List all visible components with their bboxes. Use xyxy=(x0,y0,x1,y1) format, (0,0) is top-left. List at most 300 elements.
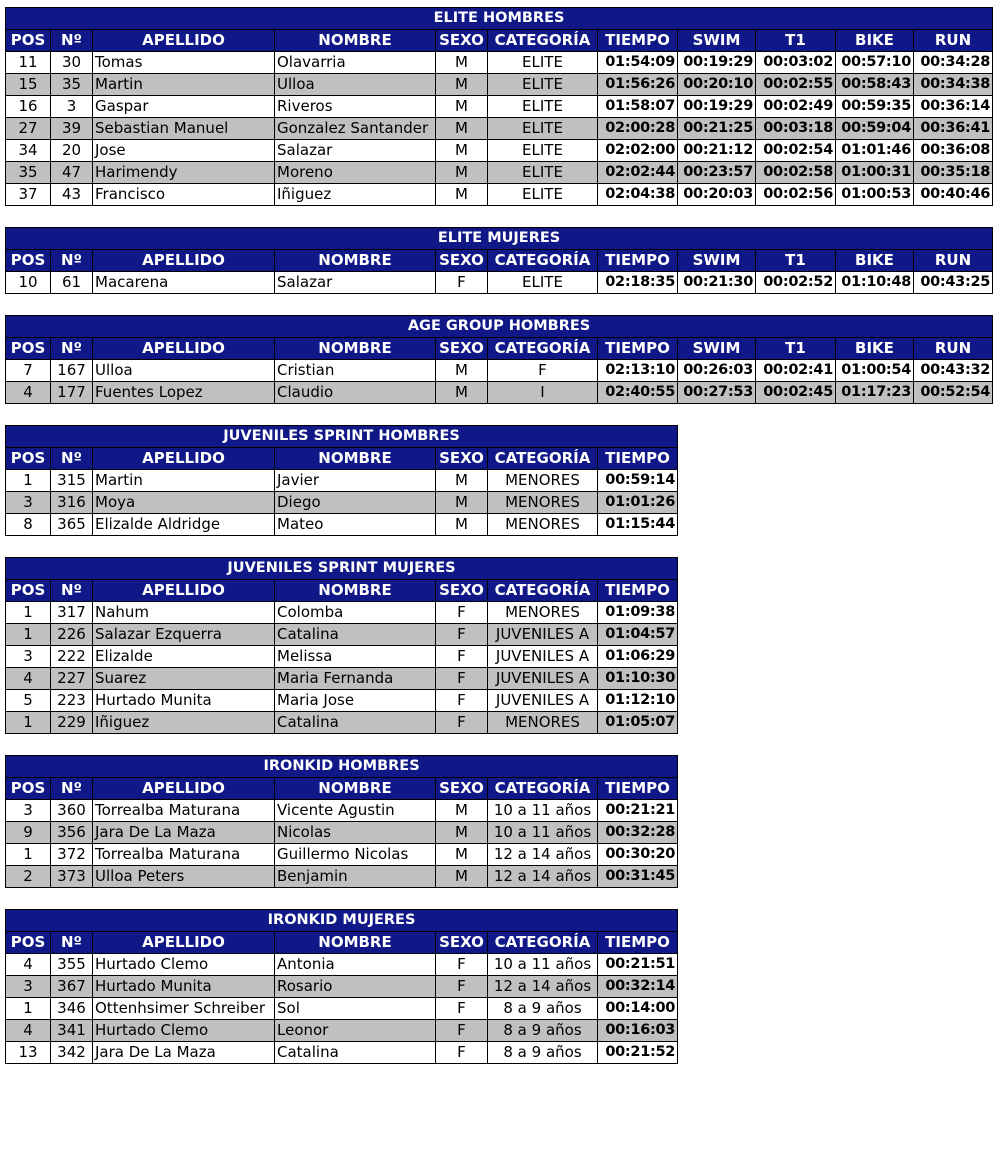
results-document xyxy=(5,7,993,1085)
column-header-sexo: SEXO xyxy=(436,30,488,52)
cell-sexo: M xyxy=(436,184,488,206)
cell-pos: 3 xyxy=(6,800,51,822)
cell-tiempo: 01:10:30 xyxy=(598,668,678,690)
cell-nombre: Rosario xyxy=(275,976,436,998)
cell-number: 373 xyxy=(51,866,93,888)
cell-number: 355 xyxy=(51,954,93,976)
cell-tiempo: 00:14:00 xyxy=(598,998,678,1020)
cell-tiempo: 01:06:29 xyxy=(598,646,678,668)
table-header-row xyxy=(6,932,678,954)
cell-tiempo: 02:40:55 xyxy=(598,382,678,404)
cell-apellido: Suarez xyxy=(93,668,275,690)
table-title-row xyxy=(6,8,993,30)
cell-number: 316 xyxy=(51,492,93,514)
cell-number: 30 xyxy=(51,52,93,74)
column-header-apellido: APELLIDO xyxy=(93,448,275,470)
cell-number: 47 xyxy=(51,162,93,184)
table-title-row xyxy=(6,316,993,338)
column-header-t1: T1 xyxy=(756,250,836,272)
cell-pos: 3 xyxy=(6,492,51,514)
column-header-number: Nº xyxy=(51,250,93,272)
cell-nombre: Catalina xyxy=(275,624,436,646)
cell-apellido: Nahum xyxy=(93,602,275,624)
column-header-swim: SWIM xyxy=(678,30,756,52)
cell-swim: 00:21:25 xyxy=(678,118,756,140)
cell-categoria: JUVENILES A xyxy=(488,690,598,712)
column-header-tiempo: TIEMPO xyxy=(598,932,678,954)
table-title: JUVENILES SPRINT HOMBRES xyxy=(6,426,678,448)
cell-categoria: ELITE xyxy=(488,162,598,184)
table-row xyxy=(6,668,678,690)
cell-nombre: Melissa xyxy=(275,646,436,668)
cell-tiempo: 00:21:51 xyxy=(598,954,678,976)
cell-sexo: F xyxy=(436,998,488,1020)
cell-pos: 34 xyxy=(6,140,51,162)
cell-categoria: JUVENILES A xyxy=(488,646,598,668)
cell-categoria: 12 a 14 años xyxy=(488,976,598,998)
cell-bike: 00:58:43 xyxy=(836,74,914,96)
cell-categoria: ELITE xyxy=(488,74,598,96)
cell-number: 226 xyxy=(51,624,93,646)
table-row xyxy=(6,74,993,96)
cell-sexo: M xyxy=(436,866,488,888)
cell-sexo: F xyxy=(436,602,488,624)
cell-categoria: MENORES xyxy=(488,492,598,514)
column-header-run: RUN xyxy=(914,30,993,52)
cell-nombre: Leonor xyxy=(275,1020,436,1042)
cell-pos: 5 xyxy=(6,690,51,712)
column-header-tiempo: TIEMPO xyxy=(598,448,678,470)
table-row xyxy=(6,118,993,140)
cell-categoria: F xyxy=(488,360,598,382)
cell-sexo: F xyxy=(436,1020,488,1042)
cell-number: 315 xyxy=(51,470,93,492)
table-row xyxy=(6,976,678,998)
cell-run: 00:52:54 xyxy=(914,382,993,404)
column-header-sexo: SEXO xyxy=(436,932,488,954)
table-row xyxy=(6,382,993,404)
table-row xyxy=(6,998,678,1020)
column-header-apellido: APELLIDO xyxy=(93,338,275,360)
cell-pos: 37 xyxy=(6,184,51,206)
cell-bike: 00:59:35 xyxy=(836,96,914,118)
cell-nombre: Guillermo Nicolas xyxy=(275,844,436,866)
table-row xyxy=(6,866,678,888)
cell-categoria: ELITE xyxy=(488,52,598,74)
cell-categoria: 10 a 11 años xyxy=(488,800,598,822)
cell-t1: 00:03:18 xyxy=(756,118,836,140)
column-header-apellido: APELLIDO xyxy=(93,778,275,800)
column-header-swim: SWIM xyxy=(678,250,756,272)
column-header-number: Nº xyxy=(51,580,93,602)
cell-pos: 4 xyxy=(6,1020,51,1042)
column-header-categoria: CATEGORÍA xyxy=(488,448,598,470)
cell-bike: 01:00:54 xyxy=(836,360,914,382)
cell-nombre: Olavarria xyxy=(275,52,436,74)
column-header-bike: BIKE xyxy=(836,30,914,52)
cell-tiempo: 02:00:28 xyxy=(598,118,678,140)
cell-apellido: Francisco xyxy=(93,184,275,206)
cell-apellido: Hurtado Munita xyxy=(93,976,275,998)
column-header-categoria: CATEGORÍA xyxy=(488,250,598,272)
column-header-number: Nº xyxy=(51,448,93,470)
cell-number: 372 xyxy=(51,844,93,866)
cell-categoria: 12 a 14 años xyxy=(488,844,598,866)
cell-number: 229 xyxy=(51,712,93,734)
cell-tiempo: 01:54:09 xyxy=(598,52,678,74)
cell-run: 00:36:41 xyxy=(914,118,993,140)
table-row xyxy=(6,712,678,734)
cell-apellido: Harimendy xyxy=(93,162,275,184)
cell-nombre: Gonzalez Santander xyxy=(275,118,436,140)
cell-number: 346 xyxy=(51,998,93,1020)
cell-sexo: M xyxy=(436,470,488,492)
cell-nombre: Ulloa xyxy=(275,74,436,96)
cell-tiempo: 00:30:20 xyxy=(598,844,678,866)
cell-sexo: M xyxy=(436,118,488,140)
cell-number: 365 xyxy=(51,514,93,536)
cell-number: 342 xyxy=(51,1042,93,1064)
cell-nombre: Nicolas xyxy=(275,822,436,844)
cell-categoria: ELITE xyxy=(488,96,598,118)
cell-nombre: Claudio xyxy=(275,382,436,404)
cell-apellido: Macarena xyxy=(93,272,275,294)
table-row xyxy=(6,844,678,866)
cell-tiempo: 02:04:38 xyxy=(598,184,678,206)
cell-run: 00:35:18 xyxy=(914,162,993,184)
cell-number: 20 xyxy=(51,140,93,162)
cell-number: 3 xyxy=(51,96,93,118)
cell-tiempo: 01:56:26 xyxy=(598,74,678,96)
column-header-nombre: NOMBRE xyxy=(275,448,436,470)
column-header-tiempo: TIEMPO xyxy=(598,338,678,360)
cell-number: 43 xyxy=(51,184,93,206)
column-header-sexo: SEXO xyxy=(436,338,488,360)
column-header-nombre: NOMBRE xyxy=(275,250,436,272)
cell-apellido: Gaspar xyxy=(93,96,275,118)
cell-run: 00:36:08 xyxy=(914,140,993,162)
results-table-6 xyxy=(5,755,678,888)
cell-run: 00:36:14 xyxy=(914,96,993,118)
cell-categoria: I xyxy=(488,382,598,404)
column-header-pos: POS xyxy=(6,932,51,954)
cell-sexo: M xyxy=(436,74,488,96)
cell-swim: 00:19:29 xyxy=(678,52,756,74)
cell-nombre: Iñiguez xyxy=(275,184,436,206)
cell-run: 00:43:32 xyxy=(914,360,993,382)
cell-run: 00:43:25 xyxy=(914,272,993,294)
table-row xyxy=(6,514,678,536)
table-row xyxy=(6,140,993,162)
results-table-3 xyxy=(5,315,993,404)
table-title: IRONKID HOMBRES xyxy=(6,756,678,778)
table-row xyxy=(6,624,678,646)
cell-nombre: Colomba xyxy=(275,602,436,624)
cell-number: 341 xyxy=(51,1020,93,1042)
table-title-row xyxy=(6,228,993,250)
table-header-row xyxy=(6,778,678,800)
cell-apellido: Ulloa Peters xyxy=(93,866,275,888)
cell-apellido: Hurtado Clemo xyxy=(93,1020,275,1042)
cell-swim: 00:20:10 xyxy=(678,74,756,96)
cell-tiempo: 00:32:28 xyxy=(598,822,678,844)
cell-categoria: JUVENILES A xyxy=(488,668,598,690)
cell-t1: 00:02:41 xyxy=(756,360,836,382)
table-row xyxy=(6,602,678,624)
cell-nombre: Maria Jose xyxy=(275,690,436,712)
cell-apellido: Hurtado Clemo xyxy=(93,954,275,976)
cell-sexo: M xyxy=(436,844,488,866)
cell-apellido: Martin xyxy=(93,470,275,492)
cell-sexo: M xyxy=(436,800,488,822)
cell-apellido: Sebastian Manuel xyxy=(93,118,275,140)
cell-tiempo: 00:21:52 xyxy=(598,1042,678,1064)
cell-swim: 00:27:53 xyxy=(678,382,756,404)
cell-pos: 1 xyxy=(6,712,51,734)
cell-tiempo: 00:16:03 xyxy=(598,1020,678,1042)
column-header-apellido: APELLIDO xyxy=(93,932,275,954)
cell-bike: 01:00:53 xyxy=(836,184,914,206)
column-header-pos: POS xyxy=(6,250,51,272)
results-table-5 xyxy=(5,557,678,734)
column-header-swim: SWIM xyxy=(678,338,756,360)
cell-nombre: Catalina xyxy=(275,712,436,734)
cell-sexo: F xyxy=(436,712,488,734)
cell-number: 317 xyxy=(51,602,93,624)
column-header-apellido: APELLIDO xyxy=(93,250,275,272)
cell-tiempo: 01:58:07 xyxy=(598,96,678,118)
cell-nombre: Mateo xyxy=(275,514,436,536)
column-header-tiempo: TIEMPO xyxy=(598,580,678,602)
cell-bike: 01:10:48 xyxy=(836,272,914,294)
cell-pos: 4 xyxy=(6,954,51,976)
column-header-t1: T1 xyxy=(756,338,836,360)
cell-run: 00:40:46 xyxy=(914,184,993,206)
table-row xyxy=(6,690,678,712)
cell-categoria: 8 a 9 años xyxy=(488,1020,598,1042)
column-header-nombre: NOMBRE xyxy=(275,338,436,360)
column-header-categoria: CATEGORÍA xyxy=(488,932,598,954)
cell-nombre: Riveros xyxy=(275,96,436,118)
cell-number: 61 xyxy=(51,272,93,294)
cell-nombre: Moreno xyxy=(275,162,436,184)
column-header-categoria: CATEGORÍA xyxy=(488,30,598,52)
column-header-bike: BIKE xyxy=(836,250,914,272)
cell-sexo: F xyxy=(436,976,488,998)
column-header-apellido: APELLIDO xyxy=(93,30,275,52)
table-row xyxy=(6,272,993,294)
cell-apellido: Torrealba Maturana xyxy=(93,844,275,866)
cell-pos: 3 xyxy=(6,976,51,998)
results-table-1 xyxy=(5,7,993,206)
cell-tiempo: 01:15:44 xyxy=(598,514,678,536)
cell-nombre: Antonia xyxy=(275,954,436,976)
cell-number: 360 xyxy=(51,800,93,822)
table-title: IRONKID MUJERES xyxy=(6,910,678,932)
cell-tiempo: 02:18:35 xyxy=(598,272,678,294)
table-row xyxy=(6,162,993,184)
cell-sexo: F xyxy=(436,954,488,976)
cell-apellido: Jara De La Maza xyxy=(93,822,275,844)
cell-pos: 4 xyxy=(6,668,51,690)
cell-nombre: Salazar xyxy=(275,140,436,162)
cell-sexo: M xyxy=(436,514,488,536)
cell-tiempo: 01:05:07 xyxy=(598,712,678,734)
cell-apellido: Jose xyxy=(93,140,275,162)
cell-swim: 00:20:03 xyxy=(678,184,756,206)
cell-run: 00:34:28 xyxy=(914,52,993,74)
cell-pos: 9 xyxy=(6,822,51,844)
cell-swim: 00:26:03 xyxy=(678,360,756,382)
cell-pos: 35 xyxy=(6,162,51,184)
cell-pos: 27 xyxy=(6,118,51,140)
cell-sexo: M xyxy=(436,360,488,382)
column-header-pos: POS xyxy=(6,778,51,800)
column-header-nombre: NOMBRE xyxy=(275,580,436,602)
cell-apellido: Moya xyxy=(93,492,275,514)
table-title: JUVENILES SPRINT MUJERES xyxy=(6,558,678,580)
cell-nombre: Maria Fernanda xyxy=(275,668,436,690)
column-header-number: Nº xyxy=(51,778,93,800)
cell-tiempo: 02:13:10 xyxy=(598,360,678,382)
cell-pos: 16 xyxy=(6,96,51,118)
cell-sexo: M xyxy=(436,382,488,404)
table-title: ELITE HOMBRES xyxy=(6,8,993,30)
cell-tiempo: 00:32:14 xyxy=(598,976,678,998)
results-table-2 xyxy=(5,227,993,294)
cell-pos: 1 xyxy=(6,624,51,646)
cell-sexo: M xyxy=(436,162,488,184)
column-header-nombre: NOMBRE xyxy=(275,932,436,954)
cell-pos: 1 xyxy=(6,602,51,624)
table-row xyxy=(6,96,993,118)
cell-sexo: F xyxy=(436,1042,488,1064)
column-header-sexo: SEXO xyxy=(436,580,488,602)
column-header-number: Nº xyxy=(51,30,93,52)
column-header-t1: T1 xyxy=(756,30,836,52)
cell-tiempo: 01:09:38 xyxy=(598,602,678,624)
cell-bike: 00:59:04 xyxy=(836,118,914,140)
cell-pos: 2 xyxy=(6,866,51,888)
cell-apellido: Fuentes Lopez xyxy=(93,382,275,404)
cell-sexo: M xyxy=(436,96,488,118)
table-row xyxy=(6,184,993,206)
cell-pos: 8 xyxy=(6,514,51,536)
cell-tiempo: 01:12:10 xyxy=(598,690,678,712)
cell-number: 223 xyxy=(51,690,93,712)
cell-apellido: Tomas xyxy=(93,52,275,74)
column-header-apellido: APELLIDO xyxy=(93,580,275,602)
cell-nombre: Cristian xyxy=(275,360,436,382)
cell-t1: 00:02:45 xyxy=(756,382,836,404)
cell-bike: 01:01:46 xyxy=(836,140,914,162)
cell-tiempo: 01:04:57 xyxy=(598,624,678,646)
cell-bike: 01:00:31 xyxy=(836,162,914,184)
column-header-tiempo: TIEMPO xyxy=(598,250,678,272)
cell-categoria: 8 a 9 años xyxy=(488,1042,598,1064)
column-header-number: Nº xyxy=(51,338,93,360)
column-header-sexo: SEXO xyxy=(436,778,488,800)
column-header-sexo: SEXO xyxy=(436,250,488,272)
cell-t1: 00:02:58 xyxy=(756,162,836,184)
results-table-7 xyxy=(5,909,678,1064)
results-table-4 xyxy=(5,425,678,536)
cell-apellido: Ulloa xyxy=(93,360,275,382)
cell-categoria: 10 a 11 años xyxy=(488,954,598,976)
cell-categoria: ELITE xyxy=(488,118,598,140)
cell-t1: 00:02:49 xyxy=(756,96,836,118)
cell-nombre: Sol xyxy=(275,998,436,1020)
cell-categoria: 10 a 11 años xyxy=(488,822,598,844)
cell-categoria: ELITE xyxy=(488,184,598,206)
cell-tiempo: 00:59:14 xyxy=(598,470,678,492)
cell-bike: 01:17:23 xyxy=(836,382,914,404)
cell-nombre: Javier xyxy=(275,470,436,492)
cell-pos: 10 xyxy=(6,272,51,294)
cell-swim: 00:21:30 xyxy=(678,272,756,294)
table-title-row xyxy=(6,756,678,778)
column-header-run: RUN xyxy=(914,250,993,272)
cell-categoria: MENORES xyxy=(488,514,598,536)
column-header-categoria: CATEGORÍA xyxy=(488,580,598,602)
table-row xyxy=(6,954,678,976)
cell-pos: 11 xyxy=(6,52,51,74)
column-header-tiempo: TIEMPO xyxy=(598,778,678,800)
cell-categoria: MENORES xyxy=(488,602,598,624)
cell-tiempo: 02:02:00 xyxy=(598,140,678,162)
cell-pos: 7 xyxy=(6,360,51,382)
cell-pos: 1 xyxy=(6,470,51,492)
cell-apellido: Iñiguez xyxy=(93,712,275,734)
cell-nombre: Benjamin xyxy=(275,866,436,888)
cell-nombre: Diego xyxy=(275,492,436,514)
cell-apellido: Hurtado Munita xyxy=(93,690,275,712)
cell-sexo: F xyxy=(436,690,488,712)
table-header-row xyxy=(6,448,678,470)
cell-bike: 00:57:10 xyxy=(836,52,914,74)
table-row xyxy=(6,1020,678,1042)
cell-sexo: M xyxy=(436,492,488,514)
table-row xyxy=(6,52,993,74)
table-header-row xyxy=(6,338,993,360)
cell-categoria: ELITE xyxy=(488,272,598,294)
cell-apellido: Jara De La Maza xyxy=(93,1042,275,1064)
cell-sexo: M xyxy=(436,52,488,74)
cell-number: 222 xyxy=(51,646,93,668)
cell-sexo: M xyxy=(436,822,488,844)
cell-apellido: Torrealba Maturana xyxy=(93,800,275,822)
cell-categoria: ELITE xyxy=(488,140,598,162)
table-row xyxy=(6,822,678,844)
cell-pos: 4 xyxy=(6,382,51,404)
cell-t1: 00:02:56 xyxy=(756,184,836,206)
cell-pos: 1 xyxy=(6,998,51,1020)
column-header-run: RUN xyxy=(914,338,993,360)
column-header-pos: POS xyxy=(6,338,51,360)
column-header-tiempo: TIEMPO xyxy=(598,30,678,52)
column-header-pos: POS xyxy=(6,448,51,470)
cell-tiempo: 02:02:44 xyxy=(598,162,678,184)
cell-t1: 00:02:54 xyxy=(756,140,836,162)
cell-nombre: Vicente Agustin xyxy=(275,800,436,822)
table-row xyxy=(6,360,993,382)
table-row xyxy=(6,1042,678,1064)
cell-nombre: Catalina xyxy=(275,1042,436,1064)
cell-t1: 00:02:52 xyxy=(756,272,836,294)
cell-pos: 1 xyxy=(6,844,51,866)
cell-apellido: Elizalde xyxy=(93,646,275,668)
column-header-pos: POS xyxy=(6,30,51,52)
